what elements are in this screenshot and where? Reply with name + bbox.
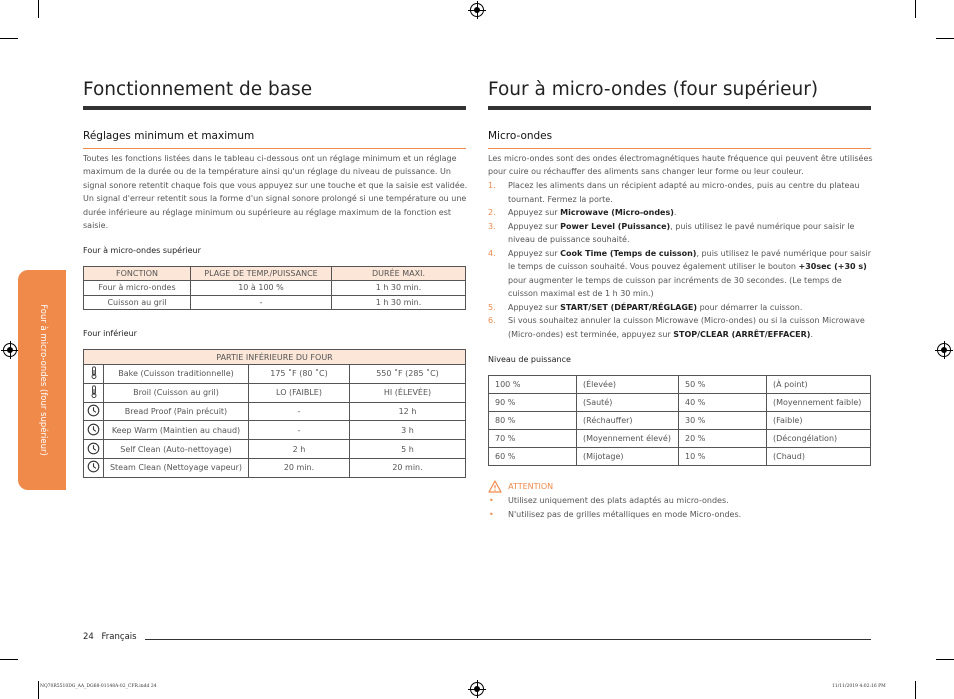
crop-mark xyxy=(936,38,954,39)
table-header-row xyxy=(84,267,466,281)
crop-mark xyxy=(38,681,39,699)
table-cell: (Moyennement faible) xyxy=(767,394,871,412)
table-cell: 20 min. xyxy=(350,458,466,477)
table-cell: (Sauté) xyxy=(577,394,679,412)
lower-oven-table xyxy=(83,349,466,478)
clock-icon xyxy=(87,460,100,475)
button-name: Microwave (Micro-ondes) xyxy=(560,208,674,217)
table-cell: - xyxy=(249,402,350,421)
button-name: Power Level (Puissance) xyxy=(560,221,671,231)
table-row xyxy=(84,458,466,477)
step-text: Appuyez sur xyxy=(508,208,561,217)
table-cell: 80 % xyxy=(489,412,577,430)
button-name: START/SET (DÉPART/RÉGLAGE) xyxy=(560,302,698,312)
table-cell: (Réchauffer) xyxy=(577,412,679,430)
table-row xyxy=(489,448,871,466)
icon-cell xyxy=(84,458,104,477)
step-text: , puis utilisez le pavé numérique pour saisir le niveau de puissance souhaité. xyxy=(508,221,855,244)
step-text: , puis utilisez le pavé numérique pour saisir le temps de cuisson souhaité. Vous pouvez également utiliser le bouton xyxy=(508,248,872,271)
table-cell: (Élevée) xyxy=(577,376,679,394)
caution-item: • Utilisez uniquement des plats adaptés au micro-ondes. xyxy=(488,494,874,508)
step-text: pour démarrer la cuisson. xyxy=(697,302,803,312)
warning-icon xyxy=(488,480,502,493)
icon-cell xyxy=(84,365,104,384)
step-text: Appuyez sur xyxy=(508,248,561,258)
table-cell: (Mijotage) xyxy=(577,448,679,466)
section-rule-right xyxy=(488,148,871,149)
crop-mark xyxy=(915,0,916,18)
table-cell: Cuisson au gril xyxy=(84,295,191,309)
table-cell: 20 min. xyxy=(249,458,350,477)
attention-label: ATTENTION xyxy=(508,482,554,491)
footer-rule xyxy=(145,639,871,640)
table-cell: Bread Proof (Pain précuit) xyxy=(104,402,249,421)
table-cell: 550 ˚F (285 ˚C) xyxy=(350,365,466,384)
thermometer-icon xyxy=(90,385,98,400)
step-text: . xyxy=(673,208,677,217)
table-row xyxy=(84,295,466,309)
crop-mark xyxy=(0,38,18,39)
step-text: . xyxy=(810,329,813,339)
table-row xyxy=(84,383,466,402)
table-cell: 3 h xyxy=(350,421,466,440)
crop-mark xyxy=(915,681,916,699)
step-item xyxy=(488,301,874,315)
slug-date: 11/11/2019 4:02:16 PM xyxy=(832,684,886,689)
table-cell: Steam Clean (Nettoyage vapeur) xyxy=(104,458,249,477)
table-row xyxy=(489,412,871,430)
page-title-right: Four à micro-ondes (four supérieur) xyxy=(488,79,819,100)
button-name: STOP/CLEAR (ARRÊT/EFFACER) xyxy=(673,329,811,339)
table-header-cell: PARTIE INFÉRIEURE DU FOUR xyxy=(84,350,466,365)
section-rule-left xyxy=(83,148,466,149)
clock-icon xyxy=(87,404,100,419)
step-number: 6. xyxy=(488,316,496,325)
step-text: Si vous souhaitez annuler la cuisson Microwave (Micro-ondes) ou si la cuisson Microwave (Micro-ondes) est terminée, appuyez sur xyxy=(508,316,865,339)
registration-mark-icon xyxy=(3,343,17,357)
table-cell: 100 % xyxy=(489,376,577,394)
step-text: Placez les aliments dans un récipient adapté au micro-ondes, puis au centre du plateau tournant. Fermez la porte. xyxy=(508,181,860,204)
step-text: Appuyez sur xyxy=(508,302,561,312)
table-cell: 50 % xyxy=(679,376,767,394)
table-cell: 10 % xyxy=(679,448,767,466)
button-name: Cook Time (Temps de cuisson) xyxy=(560,248,697,258)
crop-mark xyxy=(0,659,18,660)
crop-mark xyxy=(936,659,954,660)
icon-cell xyxy=(84,421,104,440)
icon-cell xyxy=(84,383,104,402)
clock-icon xyxy=(87,442,100,457)
table-header-cell: FONCTION xyxy=(84,267,191,281)
table-cell: 70 % xyxy=(489,430,577,448)
table-header-cell: PLAGE DE TEMP./PUISSANCE xyxy=(191,267,332,281)
table-cell: Keep Warm (Maintien au chaud) xyxy=(104,421,249,440)
button-name: +30sec (+30 s) xyxy=(798,262,867,271)
caution-list xyxy=(488,494,874,521)
table-row xyxy=(84,421,466,440)
lower-oven-label: Four inférieur xyxy=(83,329,137,338)
table-row xyxy=(489,394,871,412)
step-number: 5. xyxy=(488,302,496,312)
step-item xyxy=(488,179,874,206)
table-cell: (Décongélation) xyxy=(767,430,871,448)
step-number: 1. xyxy=(488,181,496,190)
table-header-row xyxy=(84,350,466,365)
clock-icon xyxy=(87,423,100,438)
min-max-paragraph: Toutes les fonctions listées dans le tableau ci-dessous ont un réglage minimum et un réglage maximum de la durée ou de la température ainsi qu'un réglage du niveau de puissance. Un signal sonore retentit chaque fois que vous appuyez sur une touche et que la saisie est validée. Un signal d'erreur retentit sous la forme d'un signal sonore prolongé si une température ou une durée inférieure au réglage minimum ou supérieure au réglage maximum de la fonction est saisie. xyxy=(83,154,468,231)
table-cell: 1 h 30 min. xyxy=(332,281,466,295)
step-item xyxy=(488,206,874,220)
step-number: 3. xyxy=(488,221,496,231)
upper-oven-label: Four à micro-ondes supérieur xyxy=(83,246,201,255)
microwave-intro: Les micro-ondes sont des ondes électromagnétiques haute fréquence qui peuvent être utilisées pour cuire ou réchauffer des aliments sans changer leur forme ou leur couleur. xyxy=(488,154,873,177)
registration-mark-icon xyxy=(470,682,484,696)
icon-cell xyxy=(84,440,104,459)
table-cell: - xyxy=(191,295,332,309)
section-title-microwave: Micro-ondes xyxy=(488,130,553,142)
table-cell: LO (FAIBLE) xyxy=(249,383,350,402)
power-level-label: Niveau de puissance xyxy=(488,355,571,364)
icon-cell xyxy=(84,402,104,421)
table-cell: 2 h xyxy=(249,440,350,459)
table-header-cell: DURÉE MAXI. xyxy=(332,267,466,281)
microwave-steps-list xyxy=(488,179,874,341)
table-cell: 90 % xyxy=(489,394,577,412)
table-cell: Self Clean (Auto-nettoyage) xyxy=(104,440,249,459)
table-cell: 40 % xyxy=(679,394,767,412)
table-cell: 5 h xyxy=(350,440,466,459)
table-cell: 60 % xyxy=(489,448,577,466)
table-cell: HI (ÉLEVÉE) xyxy=(350,383,466,402)
table-row xyxy=(84,402,466,421)
side-tab-label: Four à micro-ondes (four supérieur) xyxy=(38,304,48,456)
caution-item: • N'utilisez pas de grilles métalliques en mode Micro-ondes. xyxy=(488,508,874,522)
table-cell: Four à micro-ondes xyxy=(84,281,191,295)
table-cell: 175 ˚F (80 ˚C) xyxy=(249,365,350,384)
footer-language: Français xyxy=(101,632,137,642)
page-number: 24 xyxy=(83,632,94,642)
registration-mark-icon xyxy=(470,3,484,17)
table-cell: (Chaud) xyxy=(767,448,871,466)
table-cell: 1 h 30 min. xyxy=(332,295,466,309)
table-cell: (Moyennement élevé) xyxy=(577,430,679,448)
table-row xyxy=(489,376,871,394)
side-tab xyxy=(18,270,66,490)
registration-mark-icon xyxy=(937,343,951,357)
step-number: 4. xyxy=(488,248,496,258)
table-cell: Broil (Cuisson au gril) xyxy=(104,383,249,402)
table-cell: 30 % xyxy=(679,412,767,430)
step-item xyxy=(488,247,874,301)
crop-mark xyxy=(38,0,39,18)
power-level-table xyxy=(488,375,871,466)
table-cell: (À point) xyxy=(767,376,871,394)
thermometer-icon xyxy=(90,366,98,381)
table-row xyxy=(84,281,466,295)
upper-oven-table xyxy=(83,266,466,310)
step-item xyxy=(488,220,874,247)
table-cell: (Faible) xyxy=(767,412,871,430)
table-row xyxy=(489,430,871,448)
title-rule-right xyxy=(488,106,871,110)
table-cell: 10 à 100 % xyxy=(191,281,332,295)
table-cell: 20 % xyxy=(679,430,767,448)
table-row xyxy=(84,365,466,384)
step-number: 2. xyxy=(488,208,496,217)
section-title-min-max: Réglages minimum et maximum xyxy=(83,130,255,142)
table-row xyxy=(84,440,466,459)
table-cell: 12 h xyxy=(350,402,466,421)
page-footer xyxy=(83,632,137,642)
slug-filename: NQ70R5510DG_AA_DG68-01148A-02_CFR.indd 24 xyxy=(40,684,157,689)
page-title-left: Fonctionnement de base xyxy=(83,79,313,100)
title-rule-left xyxy=(83,106,466,110)
step-text: pour augmenter le temps de cuisson par incréments de 30 secondes. (Le temps de cuisson maximal est de 1 h 30 min.) xyxy=(508,275,842,298)
table-cell: Bake (Cuisson traditionnelle) xyxy=(104,365,249,384)
step-item xyxy=(488,314,874,341)
table-cell: - xyxy=(249,421,350,440)
attention-heading xyxy=(488,476,553,490)
step-text: Appuyez sur xyxy=(508,221,561,231)
